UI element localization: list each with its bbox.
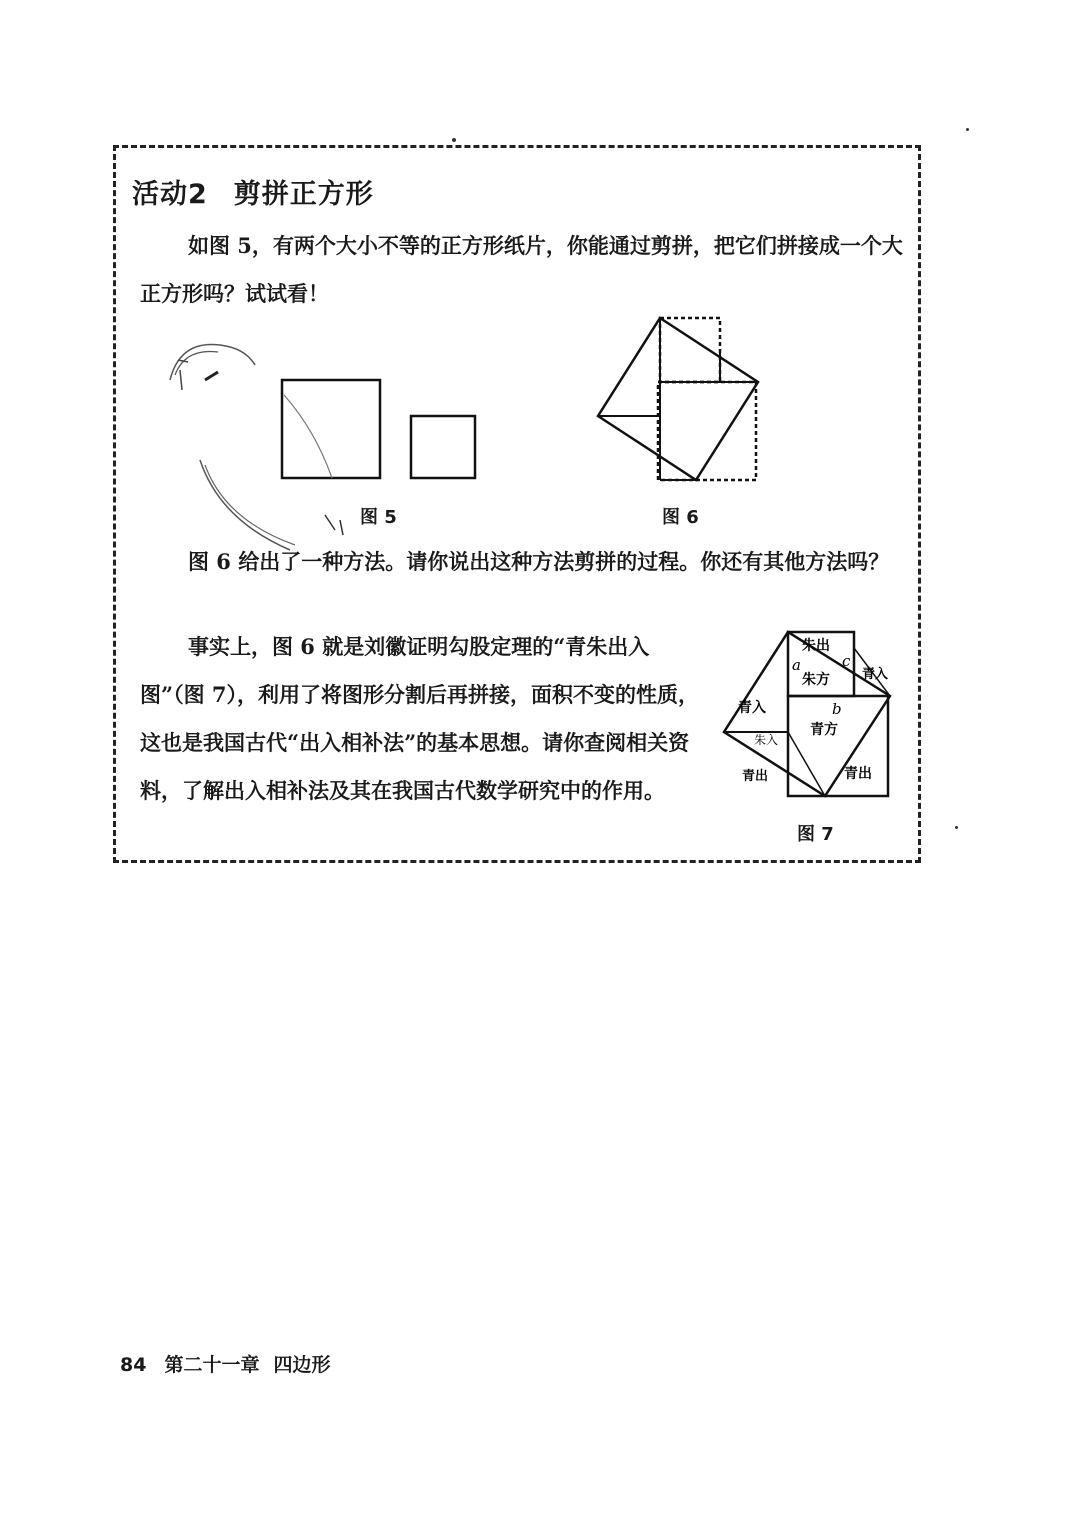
figure-7-caption: 图 7 bbox=[797, 824, 834, 845]
label-zhu-ru: 朱入 bbox=[754, 733, 779, 747]
page-footer bbox=[120, 1350, 330, 1377]
paragraph-intro bbox=[140, 222, 908, 318]
activity-title bbox=[132, 172, 374, 211]
label-qing-ru-left: 青入 bbox=[738, 700, 766, 716]
paragraph-intro-text: 如图 5，有两个大小不等的正方形纸片，你能通过剪拼，把它们拼接成一个大正方形吗？试试看！ bbox=[140, 233, 903, 306]
speck bbox=[452, 138, 456, 142]
figure-6-caption: 图 6 bbox=[662, 507, 699, 528]
label-qing-chu-bottom: 青出 bbox=[844, 766, 872, 782]
paragraph-method-text: 图 6 给出了一种方法。请你说出这种方法剪拼的过程。你还有其他方法吗？ bbox=[188, 549, 890, 574]
joined-square bbox=[598, 318, 758, 480]
paragraph-method bbox=[140, 538, 908, 586]
small-square bbox=[411, 416, 475, 478]
label-qing-chu-left: 青出 bbox=[742, 769, 769, 784]
label-c: c bbox=[842, 652, 851, 670]
label-a: a bbox=[792, 656, 801, 674]
label-zhu-fang: 朱方 bbox=[802, 672, 830, 688]
activity-number: 活动2 bbox=[132, 179, 208, 210]
activity-name: 剪拼正方形 bbox=[233, 179, 374, 210]
figure-6-cut-and-join bbox=[590, 310, 770, 500]
label-b: b bbox=[832, 700, 842, 718]
speck bbox=[955, 826, 958, 829]
figure-5-caption: 图 5 bbox=[360, 507, 397, 528]
chapter-title: 四边形 bbox=[273, 1354, 331, 1376]
paragraph-history bbox=[140, 623, 708, 815]
figure-7-qingzhu-churu bbox=[730, 628, 910, 803]
large-square bbox=[282, 380, 380, 478]
page-number: 84 bbox=[120, 1354, 147, 1376]
label-qing-ru-right: 青入 bbox=[862, 667, 889, 682]
label-zhu-chu: 朱出 bbox=[802, 638, 830, 654]
speck bbox=[966, 128, 969, 131]
label-qing-fang: 青方 bbox=[810, 722, 838, 738]
figure-5-two-squares bbox=[270, 370, 490, 490]
paragraph-history-text: 事实上，图 6 就是刘徽证明勾股定理的“青朱出入图”（图 7），利用了将图形分割后再拼接，面积不变的性质，这也是我国古代“出入相补法”的基本思想。请你查阅相关资料，了解出入相补法及其在我国古代数学研究中的作用。 bbox=[140, 634, 699, 803]
chapter-label: 第二十一章 bbox=[164, 1354, 260, 1376]
